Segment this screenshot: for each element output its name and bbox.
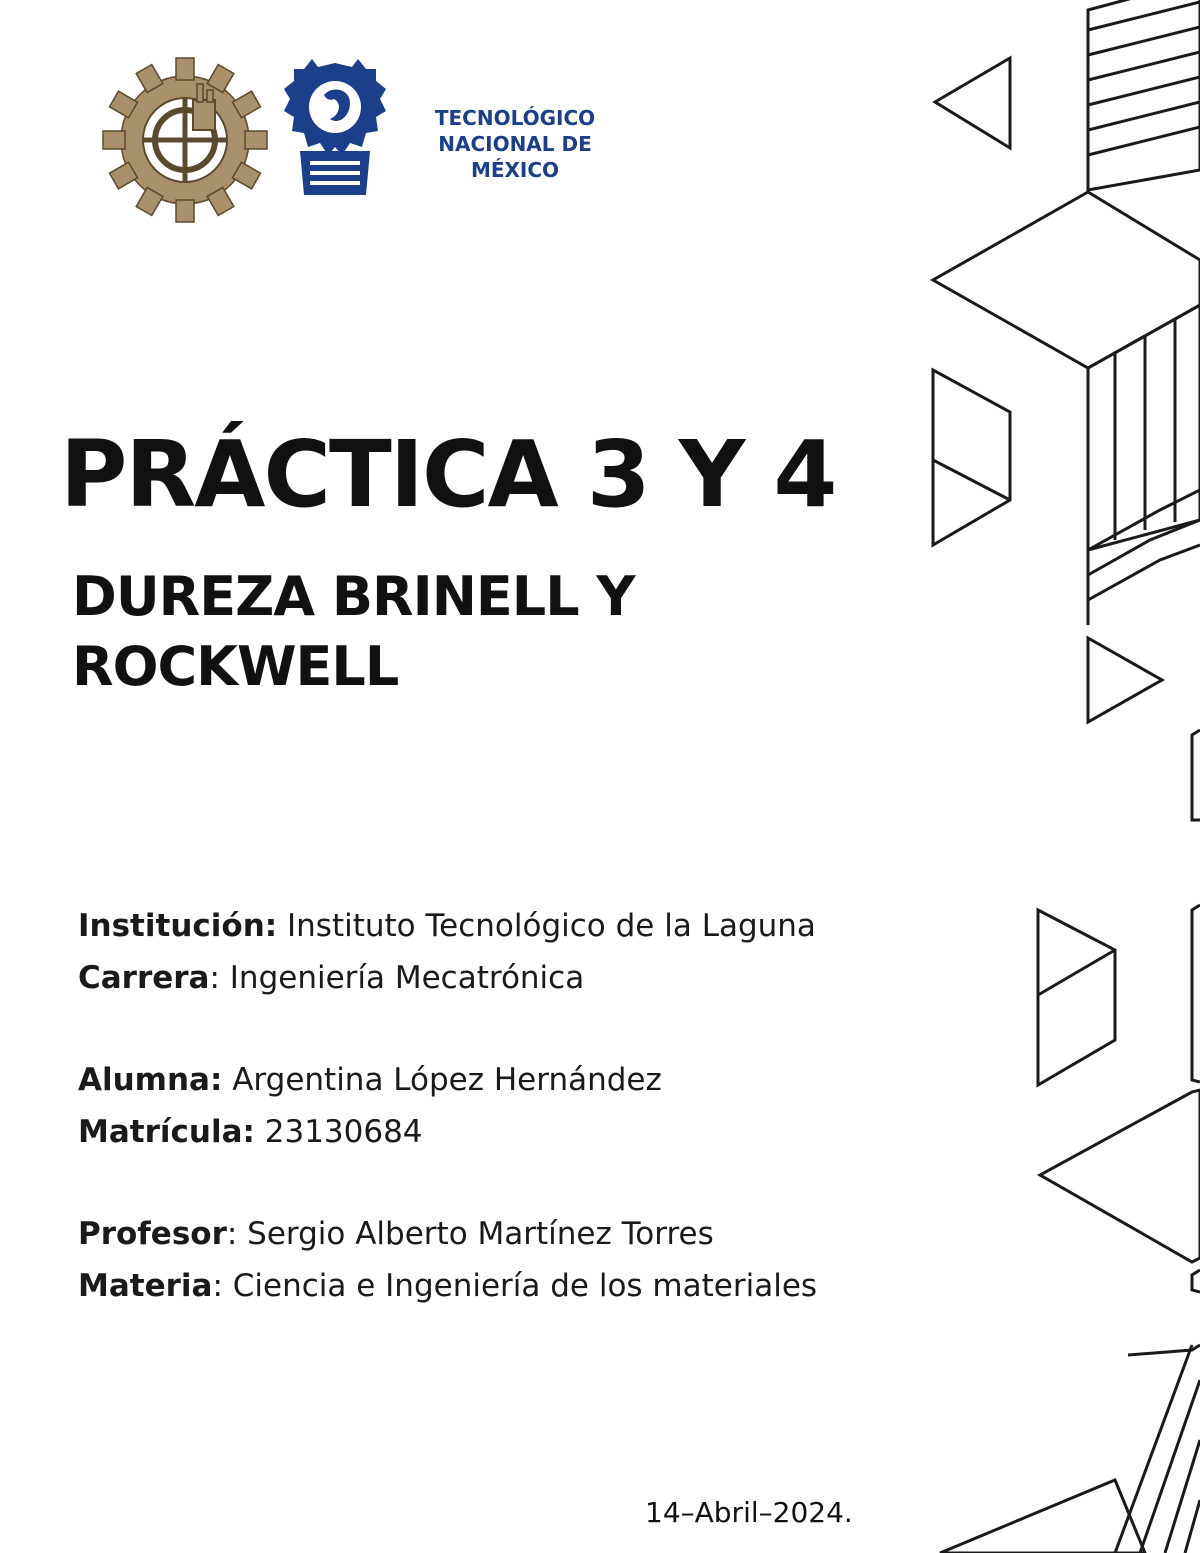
info-line-institucion bbox=[78, 900, 978, 952]
cover-info bbox=[78, 900, 978, 1362]
info-value: Argentina López Hernández bbox=[222, 1062, 662, 1098]
info-line-profesor bbox=[78, 1208, 978, 1260]
logo-area bbox=[95, 50, 655, 230]
info-label: Matrícula: bbox=[78, 1114, 255, 1150]
subtitle-line1: DUREZA BRINELL Y bbox=[72, 565, 635, 628]
tecnm-line2: NACIONAL DE MÉXICO bbox=[438, 132, 592, 182]
itl-gear-logo-icon bbox=[95, 50, 275, 230]
info-group-institution bbox=[78, 900, 978, 1004]
info-value: Instituto Tecnológico de la Laguna bbox=[277, 908, 816, 944]
geometric-decoration bbox=[900, 0, 1200, 1553]
info-label: Materia bbox=[78, 1268, 213, 1304]
tecnm-line1: TECNOLÓGICO bbox=[434, 106, 596, 130]
info-group-student bbox=[78, 1054, 978, 1158]
info-line-carrera bbox=[78, 952, 978, 1004]
info-value: : Ingeniería Mecatrónica bbox=[209, 960, 585, 996]
info-line-alumna bbox=[78, 1054, 978, 1106]
document-date: 14–Abril–2024. bbox=[645, 1496, 853, 1529]
info-line-matricula bbox=[78, 1106, 978, 1158]
info-value: 23130684 bbox=[254, 1114, 423, 1150]
info-label: Institución: bbox=[78, 908, 278, 944]
info-label: Alumna: bbox=[78, 1062, 223, 1098]
tecnm-wordmark bbox=[395, 105, 635, 183]
subtitle-line2: ROCKWELL bbox=[72, 635, 399, 698]
info-value: : Ciencia e Ingeniería de los materiales bbox=[212, 1268, 818, 1304]
info-line-materia bbox=[78, 1260, 978, 1312]
info-label: Profesor bbox=[78, 1216, 227, 1252]
tecnm-emblem-icon bbox=[280, 55, 390, 205]
info-label: Carrera bbox=[78, 960, 210, 996]
info-value: : Sergio Alberto Martínez Torres bbox=[226, 1216, 714, 1252]
info-group-course bbox=[78, 1208, 978, 1312]
document-subtitle bbox=[72, 562, 792, 702]
document-title: PRÁCTICA 3 Y 4 bbox=[60, 421, 836, 528]
